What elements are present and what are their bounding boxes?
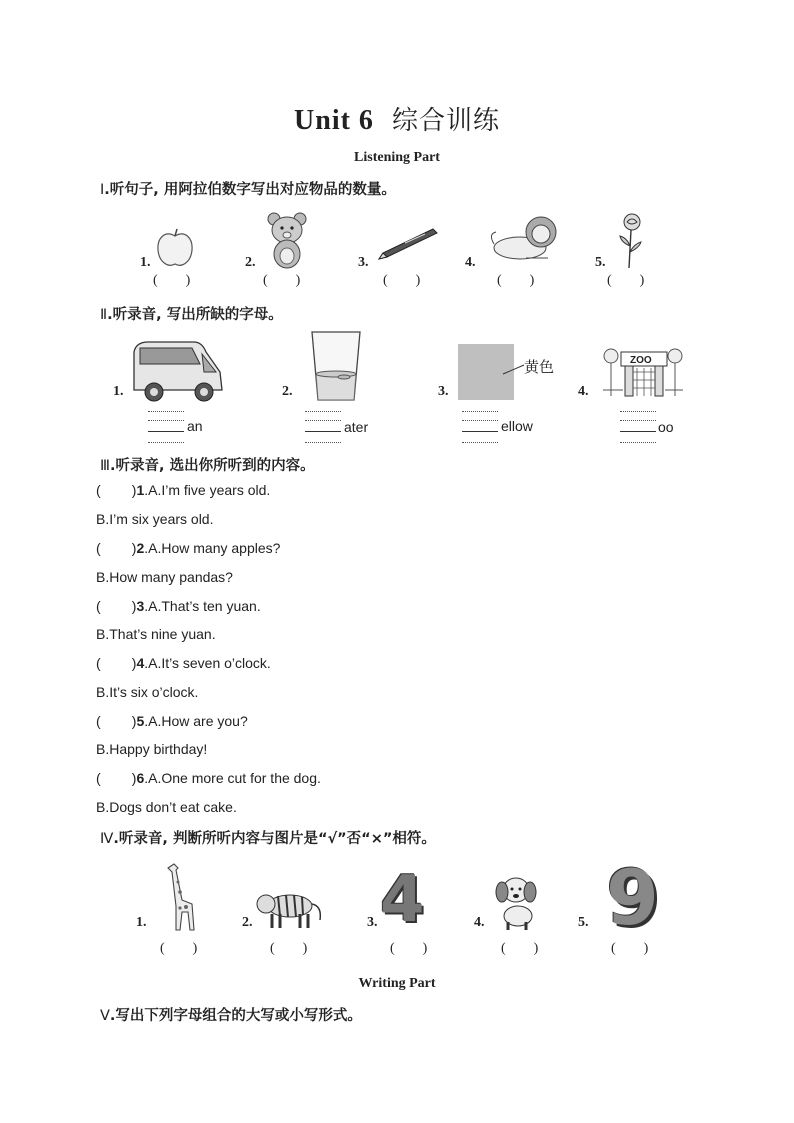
s2-item-2-suffix: ater <box>344 419 369 435</box>
s1-item-1-number: 1. <box>140 255 151 270</box>
zoo-sign-text: ZOO <box>630 355 652 366</box>
s3-option-5b: B.Happy birthday! <box>96 741 208 757</box>
s4-item-2-number: 2. <box>242 915 253 930</box>
tiger-image <box>256 886 324 932</box>
s1-item-5-number: 5. <box>595 255 606 270</box>
s3-option-4a: .A.It’s seven o’clock. <box>144 655 271 671</box>
s1-item-3-number: 3. <box>358 255 369 270</box>
s3-question-4-number: 4 <box>136 655 145 671</box>
section-2-roman: Ⅱ <box>100 307 108 323</box>
s3-answer-blank-1[interactable]: ( ) <box>96 482 137 498</box>
s4-answer-blank-2[interactable]: ( ) <box>270 941 308 956</box>
s3-answer-blank-2[interactable]: ( ) <box>96 540 137 556</box>
s2-grid-1-line <box>148 411 184 412</box>
giraffe-image <box>160 860 200 932</box>
s1-answer-blank-1[interactable]: ( ) <box>153 273 191 288</box>
s1-answer-blank-4[interactable]: ( ) <box>497 273 535 288</box>
s3-question-5 <box>96 713 248 729</box>
s2-grid-3-line <box>462 420 498 421</box>
section-2-heading <box>100 303 283 324</box>
s2-item-1-number: 1. <box>113 384 124 399</box>
s3-option-4b: B.It’s six o’clock. <box>96 684 199 700</box>
pen-image <box>375 225 441 263</box>
section-5-roman: Ⅴ <box>100 1008 110 1024</box>
section-3-text: .听录音, 选出你所听到的内容。 <box>110 458 315 474</box>
s3-question-1-number: 1 <box>136 482 145 498</box>
s2-grid-4-line <box>620 420 656 421</box>
s3-question-1 <box>96 482 270 498</box>
s2-grid-3-baseline[interactable] <box>462 431 498 432</box>
title-main: Unit 6 <box>294 105 374 136</box>
s3-answer-blank-4[interactable]: ( ) <box>96 655 137 671</box>
s3-question-2-number: 2 <box>136 540 145 556</box>
number-four-image: 4 <box>380 863 425 937</box>
label-pointer-line <box>502 362 526 376</box>
s4-item-3-number: 3. <box>367 915 378 930</box>
s4-answer-blank-1[interactable]: ( ) <box>160 941 198 956</box>
s2-grid-3-line <box>462 442 498 443</box>
s2-grid-1-line <box>148 442 184 443</box>
s2-grid-4-line <box>620 411 656 412</box>
s4-item-1-number: 1. <box>136 915 147 930</box>
s2-grid-1-line <box>148 420 184 421</box>
section-3-heading <box>100 454 315 475</box>
listening-heading: Listening Part <box>354 150 440 165</box>
s2-grid-2-line <box>305 420 341 421</box>
section-2-text: .听录音, 写出所缺的字母。 <box>107 307 283 323</box>
s3-question-3 <box>96 598 261 614</box>
s1-item-2-number: 2. <box>245 255 256 270</box>
yellow-label: 黄色 <box>524 358 555 376</box>
s3-option-2a: .A.How many apples? <box>144 540 281 556</box>
s3-option-3a: .A.That’s ten yuan. <box>144 598 261 614</box>
s1-answer-blank-2[interactable]: ( ) <box>263 273 301 288</box>
s3-option-2b: B.How many pandas? <box>96 569 233 585</box>
s3-question-3-number: 3 <box>136 598 145 614</box>
rose-image <box>617 212 647 270</box>
s2-grid-4-line <box>620 442 656 443</box>
s4-item-4-number: 4. <box>474 915 485 930</box>
s2-item-4-suffix: oo <box>658 419 674 435</box>
van-image <box>128 338 226 404</box>
s2-item-1-suffix: an <box>187 418 203 434</box>
s3-option-5a: .A.How are you? <box>144 713 248 729</box>
section-4-text: .听录音, 判断所听内容与图片是“√”否“×”相符。 <box>113 831 436 847</box>
s4-answer-blank-5[interactable]: ( ) <box>611 941 649 956</box>
s1-answer-blank-3[interactable]: ( ) <box>383 273 421 288</box>
s1-answer-blank-5[interactable]: ( ) <box>607 273 645 288</box>
s2-grid-2-line <box>305 442 341 443</box>
section-4-roman: Ⅳ <box>100 831 114 847</box>
s4-answer-blank-4[interactable]: ( ) <box>501 941 539 956</box>
s3-option-1a: .A.I’m five years old. <box>144 482 271 498</box>
section-5-heading <box>100 1004 362 1025</box>
s2-grid-1-baseline[interactable] <box>148 431 184 432</box>
zoo-gate-image <box>603 338 683 398</box>
s3-option-3b: B.That’s nine yuan. <box>96 626 216 642</box>
s2-grid-2-line <box>305 411 341 412</box>
s2-grid-4-baseline[interactable] <box>620 431 656 432</box>
s2-grid-3-line <box>462 411 498 412</box>
title-cn: 综合训练 <box>391 106 500 136</box>
section-3-roman: Ⅲ <box>100 458 110 474</box>
s3-question-6-number: 6 <box>136 770 145 786</box>
section-4-heading <box>100 827 436 848</box>
s4-item-5-number: 5. <box>578 915 589 930</box>
section-1-text: .听句子, 用阿拉伯数字写出对应物品的数量。 <box>104 182 396 198</box>
page-title <box>0 100 794 137</box>
s4-answer-blank-3[interactable]: ( ) <box>390 941 428 956</box>
s3-option-1b: B.I’m six years old. <box>96 511 214 527</box>
s2-item-2-number: 2. <box>282 384 293 399</box>
apple-image <box>155 228 195 270</box>
s3-question-6 <box>96 770 321 786</box>
s1-item-4-number: 4. <box>465 255 476 270</box>
s2-item-3-suffix: ellow <box>501 418 533 434</box>
writing-heading: Writing Part <box>358 976 436 991</box>
s3-answer-blank-3[interactable]: ( ) <box>96 598 137 614</box>
s2-grid-2-baseline[interactable] <box>305 431 341 432</box>
s3-option-6a: .A.One more cut for the dog. <box>144 770 321 786</box>
bear-image <box>265 210 309 270</box>
s3-question-5-number: 5 <box>136 713 145 729</box>
glass-of-water-image <box>308 328 364 404</box>
section-1-heading <box>100 178 396 199</box>
s2-item-4-number: 4. <box>578 384 589 399</box>
s3-answer-blank-5[interactable]: ( ) <box>96 713 137 729</box>
s3-answer-blank-6[interactable]: ( ) <box>96 770 137 786</box>
number-nine-image: 9 <box>606 853 659 942</box>
s3-question-2 <box>96 540 280 556</box>
dog-image <box>492 872 544 932</box>
lion-image <box>486 210 558 264</box>
s3-question-4 <box>96 655 271 671</box>
section-5-text: .写出下列字母组合的大写或小写形式。 <box>109 1008 362 1024</box>
s2-item-3-number: 3. <box>438 384 449 399</box>
section-1-roman: Ⅰ <box>100 182 105 198</box>
s3-option-6b: B.Dogs don’t eat cake. <box>96 799 237 815</box>
